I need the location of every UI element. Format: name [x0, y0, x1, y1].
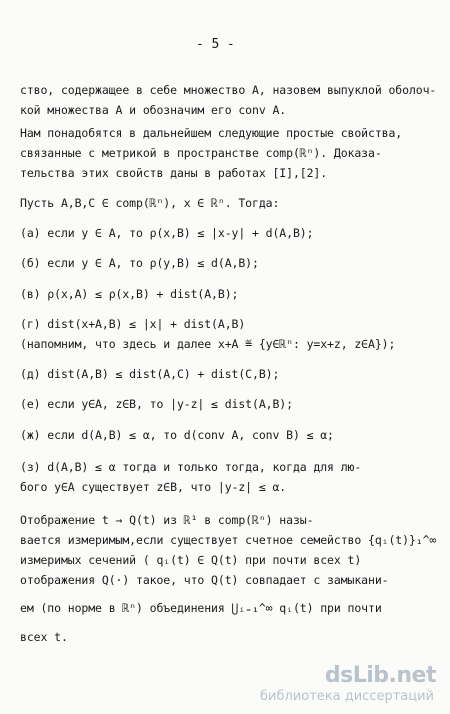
text-line: Пусть A,B,C ∈ comp(ℝⁿ), x ∈ ℝⁿ. Тогда: — [20, 196, 280, 210]
text-line: всех t. — [20, 630, 68, 644]
text-line: ство, содержащее в себе множество A, назовем выпуклой оболоч- — [20, 83, 437, 97]
text-line: измеримых сечений ( qᵢ(t) ∈ Q(t) при почти всех t) — [20, 553, 362, 567]
text-line: кой множества A и обозначим его conv A. — [20, 103, 287, 117]
list-item: (е) если y∈A, z∈B, то |y-z| ≤ dist(A,B); — [20, 397, 293, 411]
text-line: Нам понадобятся в дальнейшем следующие простые свойства, — [20, 126, 403, 140]
watermark-logo: dsLib.net — [324, 663, 436, 688]
text-line: отображения Q(·) такое, что Q(t) совпадает с замыкани- — [20, 573, 389, 587]
text-line: бого y∈A существует z∈B, что |y-z| ≤ α. — [20, 480, 287, 494]
text-line: (напомним, что здесь и далее x+A ≝ {y∈ℝⁿ: y=x+z, z∈A}); — [20, 337, 396, 351]
text-line: связанные с метрикой в пространстве comp(ℝⁿ). Доказа- — [20, 146, 382, 160]
text-line: тельства этих свойств даны в работах [I],[2]. — [20, 166, 328, 180]
text-line: Отображение t → Q(t) из ℝ¹ в comp(ℝⁿ) назы- — [20, 513, 314, 527]
list-item: (ж) если d(A,B) ≤ α, то d(conv A, conv B) ≤ α; — [20, 428, 334, 442]
list-item: (д) dist(A,B) ≤ dist(A,C) + dist(C,B); — [20, 367, 280, 381]
list-item: (б) если y ∈ A, то ρ(y,B) ≤ d(A,B); — [20, 256, 259, 270]
list-item: (г) dist(x+A,B) ≤ |x| + dist(A,B) — [20, 317, 246, 331]
text-line: вается измеримым,если существует счетное семейство {qᵢ(t)}₁^∞ — [20, 533, 437, 547]
page-number: - 5 - — [196, 37, 235, 52]
list-item: (з) d(A,B) ≤ α тогда и только тогда, когда для лю- — [20, 460, 362, 474]
list-item: (в) ρ(x,A) ≤ ρ(x,B) + dist(A,B); — [20, 287, 239, 301]
text-line: ем (по норме в ℝⁿ) объединения ⋃ᵢ₌₁^∞ qᵢ(t) при почти — [20, 601, 382, 615]
list-item: (а) если y ∈ A, то ρ(x,B) ≤ |x-y| + d(A,B); — [20, 226, 314, 240]
watermark-subtitle: библиотека диссертаций — [260, 689, 434, 704]
